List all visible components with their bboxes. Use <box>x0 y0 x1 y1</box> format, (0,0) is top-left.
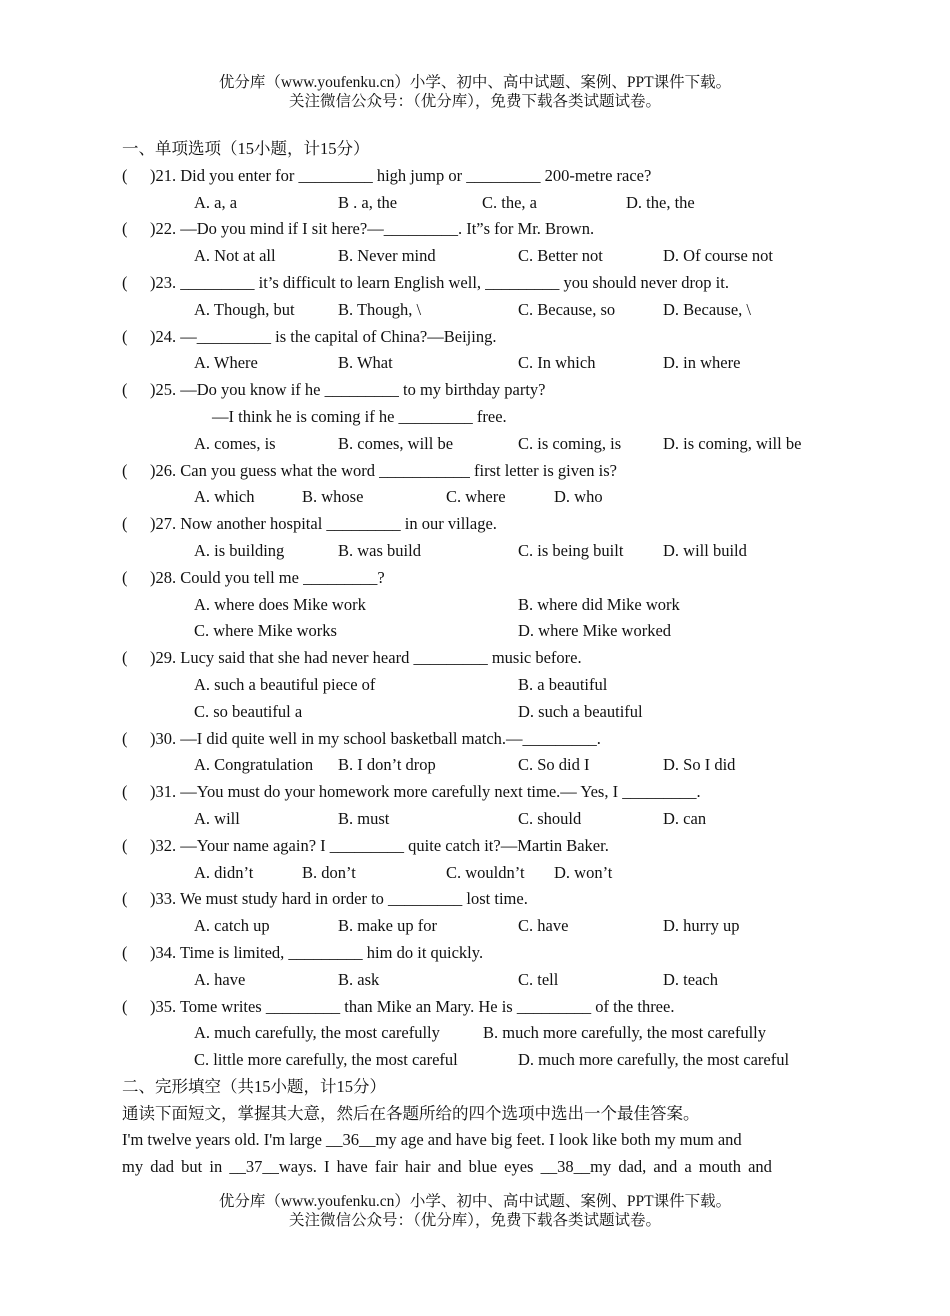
option-a[interactable]: A. a, a <box>194 192 238 212</box>
options-row <box>122 484 828 511</box>
option-d[interactable]: D. such a beautiful <box>518 701 643 721</box>
answer-paren[interactable]: ( <box>122 728 128 748</box>
question-stem-line <box>122 377 828 404</box>
option-b[interactable]: B. What <box>338 353 393 373</box>
question-stem-line <box>122 216 828 243</box>
options-row <box>122 618 828 645</box>
option-c[interactable]: C. In which <box>518 353 596 373</box>
cloze-blank-36: __36__ <box>326 1130 376 1150</box>
answer-paren[interactable]: ( <box>122 460 128 480</box>
option-b[interactable]: B. was build <box>338 540 421 560</box>
option-d[interactable]: D. Of course not <box>663 246 773 266</box>
exam-content <box>122 136 828 1181</box>
question-stem-line <box>122 994 828 1021</box>
option-d[interactable]: D. is coming, will be <box>663 433 802 453</box>
question-item <box>122 994 828 1074</box>
question-item <box>122 377 828 457</box>
option-b[interactable]: B. make up for <box>338 916 437 936</box>
question-stem: )32. —Your name again? I _________ quite catch it?—Martin Baker. <box>150 835 609 855</box>
option-c[interactable]: C. Better not <box>518 246 603 266</box>
question-stem-line <box>122 645 828 672</box>
question-stem-line <box>122 886 828 913</box>
answer-paren[interactable]: ( <box>122 514 128 534</box>
question-stem: )22. —Do you mind if I sit here?—_________. It”s for Mr. Brown. <box>150 219 595 239</box>
question-item <box>122 940 828 994</box>
option-b[interactable]: B. must <box>338 808 390 828</box>
option-b[interactable]: B. Though, \ <box>338 299 422 319</box>
options-row <box>122 431 828 458</box>
option-b[interactable]: B. whose <box>302 487 364 507</box>
cloze-line-2 <box>122 1154 828 1181</box>
question-stem-line <box>122 940 828 967</box>
option-b[interactable]: B. I don’t drop <box>338 755 436 775</box>
option-a[interactable]: A. which <box>194 487 255 507</box>
answer-paren[interactable]: ( <box>122 942 128 962</box>
options-row <box>122 913 828 940</box>
question-list <box>122 163 828 1074</box>
section-2-title: 二、完形填空（共15小题，计15分） <box>122 1076 386 1096</box>
question-item <box>122 216 828 270</box>
option-a[interactable]: A. Where <box>194 353 258 373</box>
question-stem-line <box>122 565 828 592</box>
question-item <box>122 645 828 725</box>
cloze-text: my dad but in <box>122 1157 230 1177</box>
answer-paren[interactable]: ( <box>122 782 128 802</box>
option-c[interactable]: C. tell <box>518 969 559 989</box>
option-a[interactable]: A. where does Mike work <box>194 594 366 614</box>
option-d[interactable]: D. won’t <box>554 862 613 882</box>
option-a[interactable]: A. catch up <box>194 916 270 936</box>
question-item <box>122 163 828 217</box>
question-stem-continuation: —I think he is coming if he _________ free. <box>212 406 507 426</box>
option-b[interactable]: B . a, the <box>338 192 398 212</box>
option-b[interactable]: B. Never mind <box>338 246 436 266</box>
option-c[interactable]: C. have <box>518 916 569 936</box>
options-row <box>122 752 828 779</box>
option-b[interactable]: B. don’t <box>302 862 356 882</box>
answer-paren[interactable]: ( <box>122 996 128 1016</box>
cloze-text: my age and have big feet. I look like both my mum and <box>375 1130 742 1150</box>
header-line-2: 关注微信公众号：（优分库），免费下载各类试题试卷。 <box>288 93 661 110</box>
option-a[interactable]: A. much carefully, the most carefully <box>194 1023 440 1043</box>
answer-paren[interactable]: ( <box>122 380 128 400</box>
answer-paren[interactable]: ( <box>122 219 128 239</box>
options-row <box>122 1047 828 1074</box>
question-item <box>122 458 828 512</box>
option-c[interactable]: C. is coming, is <box>518 433 622 453</box>
answer-paren[interactable]: ( <box>122 165 128 185</box>
option-d[interactable]: D. much more carefully, the most careful <box>518 1050 790 1070</box>
option-c[interactable]: C. is being built <box>518 540 624 560</box>
options-row <box>122 538 828 565</box>
answer-paren[interactable]: ( <box>122 272 128 292</box>
options-row <box>122 350 828 377</box>
option-d[interactable]: D. in where <box>663 353 741 373</box>
question-item <box>122 779 828 833</box>
option-b[interactable]: B. ask <box>338 969 380 989</box>
question-item <box>122 270 828 324</box>
option-b[interactable]: B. a beautiful <box>518 674 608 694</box>
options-row <box>122 860 828 887</box>
question-stem: )35. Tome writes _________ than Mike an Mary. He is _________ of the three. <box>150 996 675 1016</box>
question-stem: )28. Could you tell me _________? <box>150 567 385 587</box>
question-stem: )34. Time is limited, _________ him do it quickly. <box>150 942 484 962</box>
option-d[interactable]: D. hurry up <box>663 916 740 936</box>
question-stem: )25. —Do you know if he _________ to my birthday party? <box>150 380 546 400</box>
question-stem: )23. _________ it’s difficult to learn English well, _________ you should never drop it. <box>150 272 729 292</box>
option-a[interactable]: A. have <box>194 969 246 989</box>
question-stem-line <box>122 270 828 297</box>
cloze-blank-37: __37__ <box>229 1157 279 1177</box>
option-a[interactable]: A. will <box>194 808 240 828</box>
page-footer <box>0 1192 950 1230</box>
question-stem: )33. We must study hard in order to _________ lost time. <box>150 889 528 909</box>
option-a[interactable]: A. didn’t <box>194 862 254 882</box>
options-row <box>122 672 828 699</box>
question-stem: )31. —You must do your homework more carefully next time.— Yes, I _________. <box>150 782 701 802</box>
option-d[interactable]: D. can <box>663 808 707 828</box>
question-stem-line <box>122 726 828 753</box>
option-d[interactable]: D. will build <box>663 540 747 560</box>
option-d[interactable]: D. where Mike worked <box>518 621 672 641</box>
question-stem-line <box>122 458 828 485</box>
footer-line-2: 关注微信公众号：（优分库），免费下载各类试题试卷。 <box>288 1212 661 1229</box>
option-a[interactable]: A. such a beautiful piece of <box>194 674 376 694</box>
question-stem-line <box>122 833 828 860</box>
options-row <box>122 699 828 726</box>
answer-paren[interactable]: ( <box>122 326 128 346</box>
options-row <box>122 297 828 324</box>
question-item <box>122 565 828 645</box>
answer-paren[interactable]: ( <box>122 889 128 909</box>
section-1-title: 一、单项选项（15小题，计15分） <box>122 139 370 158</box>
option-d[interactable]: D. teach <box>663 969 718 989</box>
option-c[interactable]: C. the, a <box>482 192 537 212</box>
question-item <box>122 324 828 378</box>
option-c[interactable]: C. where Mike works <box>194 621 337 641</box>
options-row <box>122 190 828 217</box>
option-c[interactable]: C. should <box>518 808 582 828</box>
option-c[interactable]: C. where <box>446 487 506 507</box>
question-item <box>122 511 828 565</box>
option-c[interactable]: C. So did I <box>518 755 590 775</box>
question-item <box>122 726 828 780</box>
question-stem: )29. Lucy said that she had never heard _________ music before. <box>150 648 582 668</box>
question-stem: )24. —_________ is the capital of China?—Beijing. <box>150 326 497 346</box>
option-a[interactable]: A. is building <box>194 540 285 560</box>
answer-paren[interactable]: ( <box>122 835 128 855</box>
header-line-1: 优分库（www.youfenku.cn）小学、初中、高中试题、案例、PPT课件下载。 <box>218 74 732 91</box>
answer-paren[interactable]: ( <box>122 567 128 587</box>
options-row <box>122 1020 828 1047</box>
options-row <box>122 592 828 619</box>
option-c[interactable]: C. so beautiful a <box>194 701 303 721</box>
option-d[interactable]: D. who <box>554 487 603 507</box>
page-header <box>0 73 950 111</box>
option-c[interactable]: C. little more carefully, the most careful <box>194 1050 458 1070</box>
footer-line-1: 优分库（www.youfenku.cn）小学、初中、高中试题、案例、PPT课件下载。 <box>218 1193 732 1210</box>
cloze-blank-38: __38__ <box>540 1157 591 1177</box>
options-row <box>122 967 828 994</box>
question-stem-line <box>122 511 828 538</box>
option-b[interactable]: B. comes, will be <box>338 433 454 453</box>
question-stem-line <box>122 163 828 190</box>
option-a[interactable]: A. Not at all <box>194 246 276 266</box>
question-item <box>122 833 828 887</box>
options-row <box>122 806 828 833</box>
option-c[interactable]: C. Because, so <box>518 299 616 319</box>
option-d[interactable]: D. So I did <box>663 755 736 775</box>
question-item <box>122 886 828 940</box>
option-b[interactable]: B. where did Mike work <box>518 594 680 614</box>
option-a[interactable]: A. comes, is <box>194 433 276 453</box>
option-c[interactable]: C. wouldn’t <box>446 862 525 882</box>
option-b[interactable]: B. much more carefully, the most carefully <box>483 1023 766 1043</box>
question-stem-line <box>122 779 828 806</box>
cloze-line-1 <box>122 1127 828 1154</box>
options-row <box>122 243 828 270</box>
option-a[interactable]: A. Congratulation <box>194 755 314 775</box>
question-stem: )30. —I did quite well in my school basketball match.—_________. <box>150 728 601 748</box>
cloze-text: I'm twelve years old. I'm large <box>122 1130 327 1150</box>
question-stem: )27. Now another hospital _________ in our village. <box>150 514 497 534</box>
option-d[interactable]: D. the, the <box>626 192 695 212</box>
answer-paren[interactable]: ( <box>122 648 128 668</box>
option-d[interactable]: D. Because, \ <box>663 299 751 319</box>
question-stem: )21. Did you enter for _________ high jump or _________ 200-metre race? <box>150 165 652 185</box>
cloze-text: my dad, and a mouth and <box>590 1157 772 1177</box>
option-a[interactable]: A. Though, but <box>194 299 295 319</box>
section-2-instruction: 通读下面短文，掌握其大意，然后在各题所给的四个选项中选出一个最佳答案。 <box>122 1103 700 1123</box>
question-stem-line <box>122 324 828 351</box>
question-stem: )26. Can you guess what the word ___________ first letter is given is? <box>150 460 617 480</box>
cloze-text: ways. I have fair hair and blue eyes <box>278 1157 541 1177</box>
